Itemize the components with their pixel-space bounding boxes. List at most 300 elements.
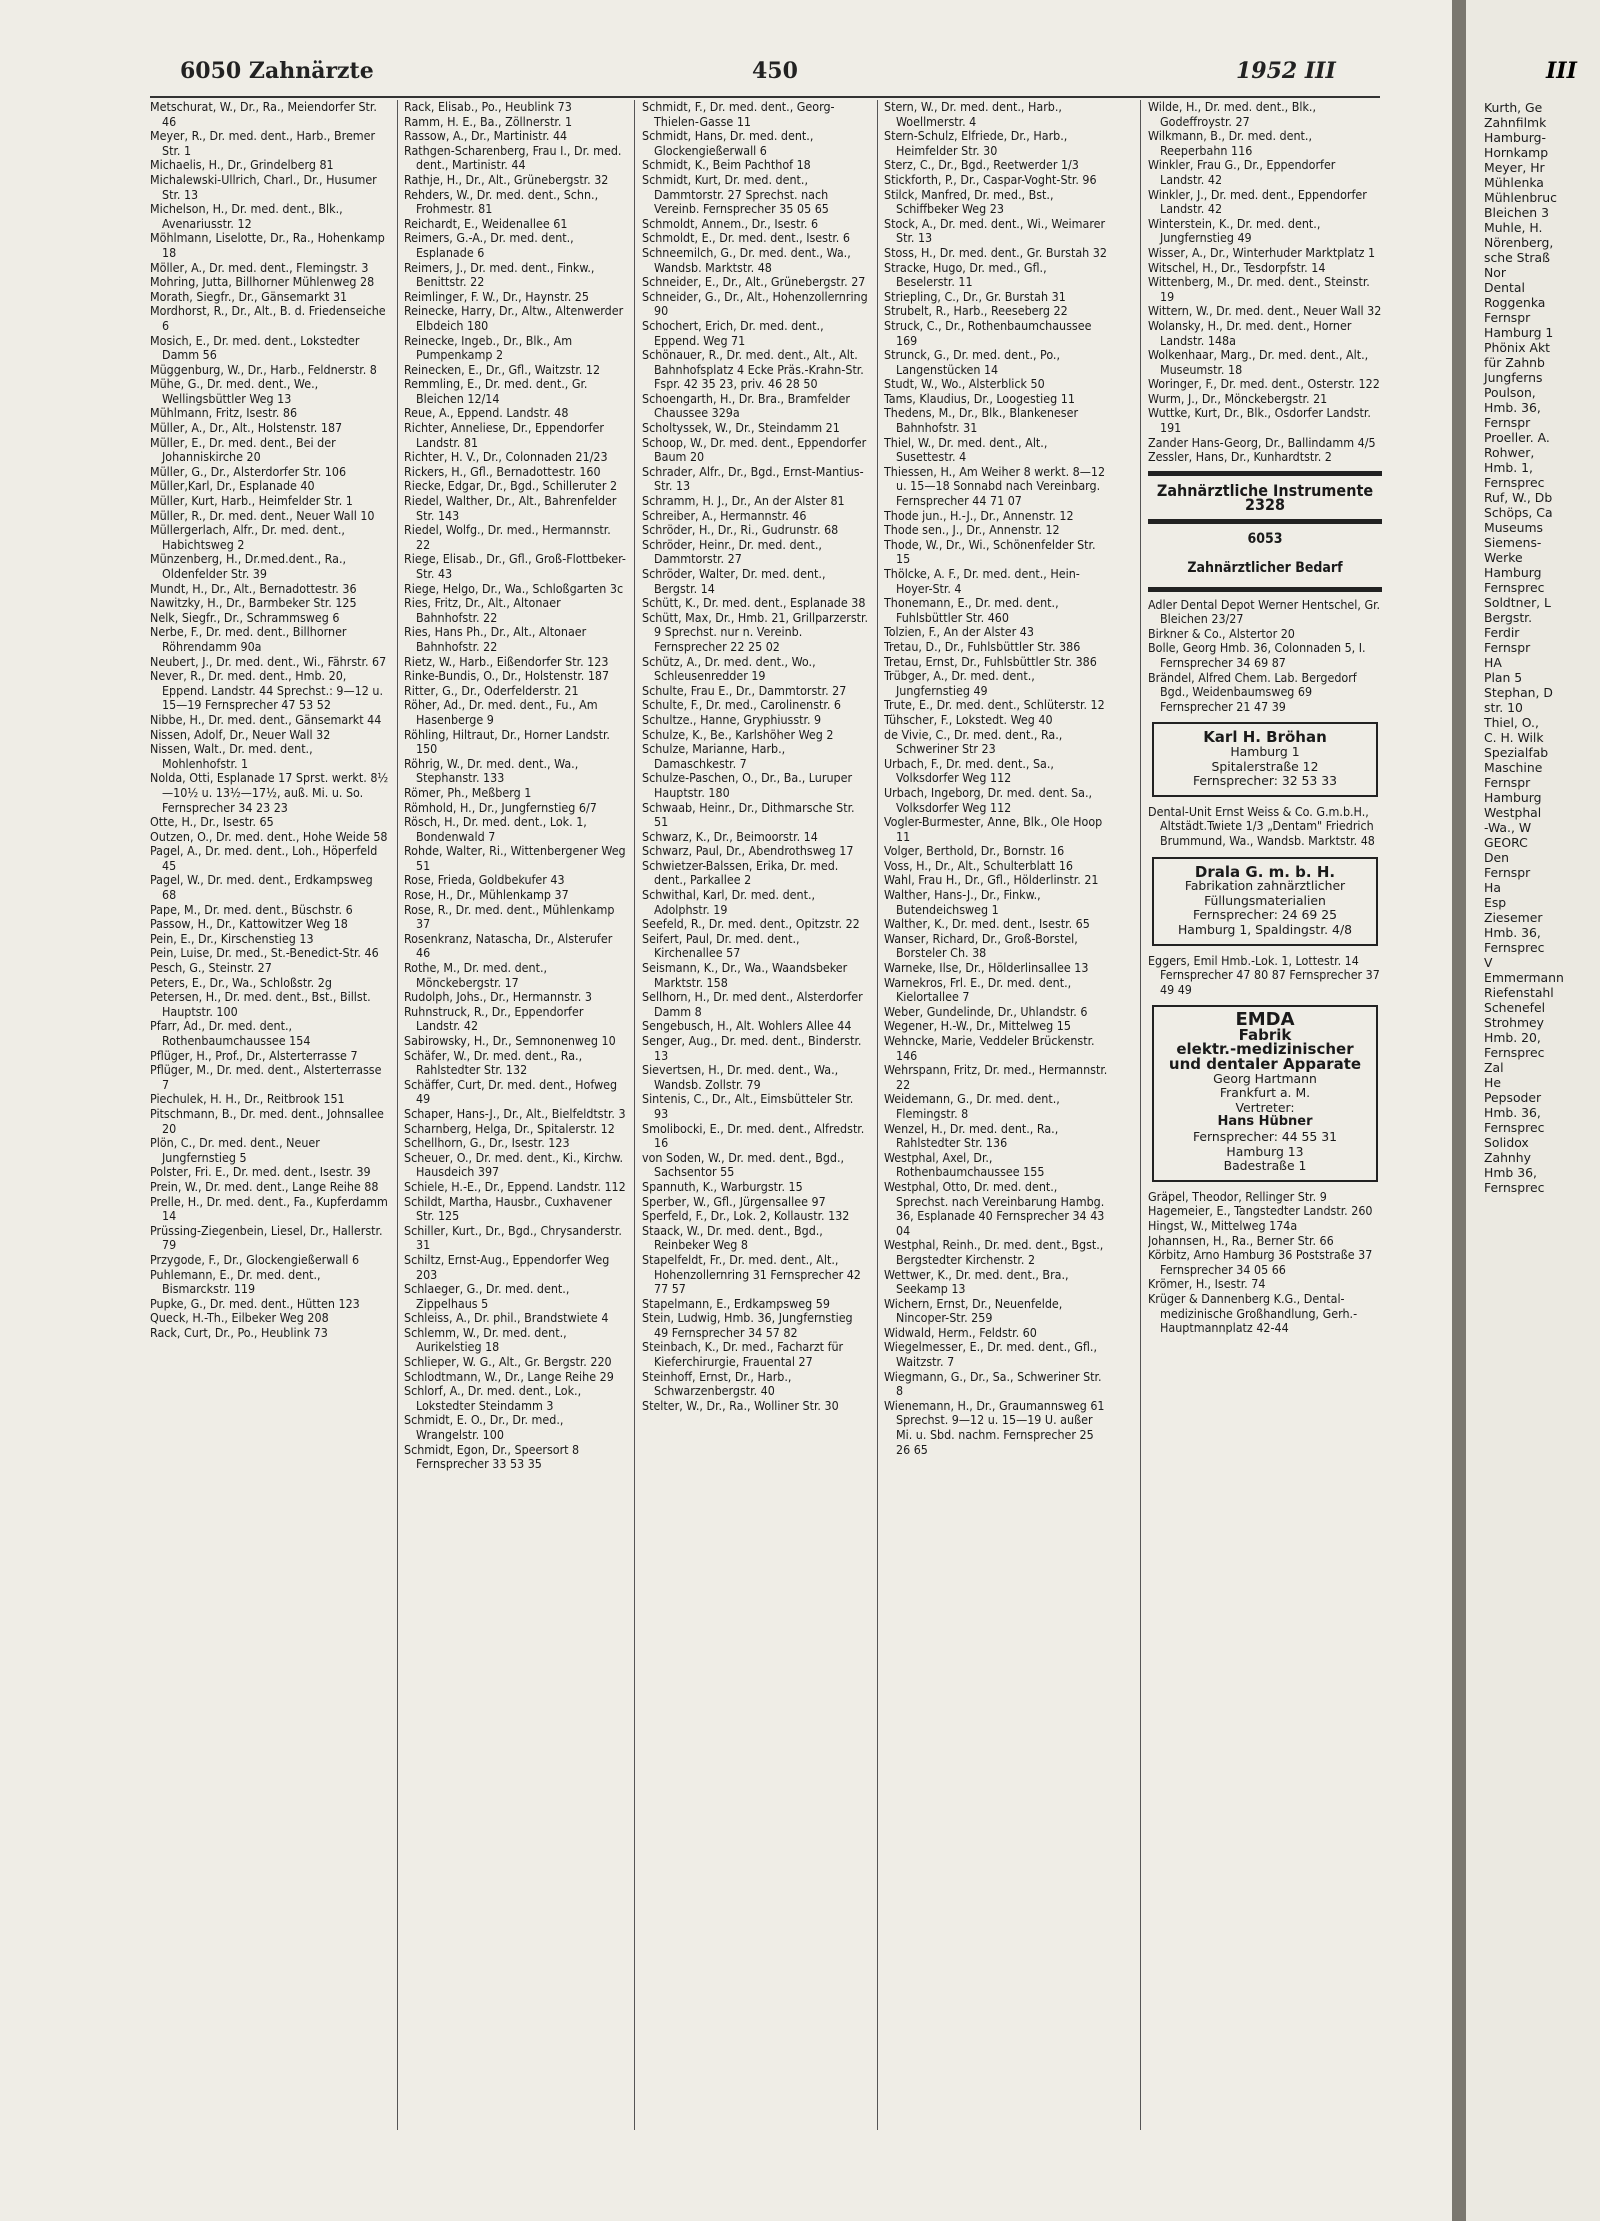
- fragment-line: Nor: [1484, 265, 1506, 280]
- directory-entry: Reue, A., Eppend. Landstr. 48: [404, 405, 569, 421]
- directory-entry: Schulze, K., Be., Karlshöher Weg 2: [642, 726, 834, 742]
- directory-entry: Schleiss, A., Dr. phil., Brandstwiete 4: [404, 1310, 609, 1326]
- directory-entry: Sperfeld, F., Dr., Lok. 2, Kollaustr. 132: [642, 1208, 850, 1224]
- directory-entry: Schlemm, W., Dr. med. dent., Aurikelstieg 18: [404, 1324, 567, 1355]
- directory-entry: Prelle, H., Dr. med. dent., Fa., Kupferdamm 14: [150, 1193, 388, 1224]
- fragment-line: Werke: [1484, 550, 1523, 565]
- directory-entry: Wettwer, K., Dr. med. dent., Bra., Seekamp 13: [884, 1266, 1069, 1297]
- directory-entry: Walther, Hans-J., Dr., Finkw., Butendeichsweg 1: [884, 887, 1041, 917]
- directory-entry: Senger, Aug., Dr. med. dent., Binderstr. 13: [642, 1033, 862, 1063]
- directory-entry: Körbitz, Arno Hamburg 36 Poststraße 37 Fernsprecher 34 05 66: [1148, 1247, 1373, 1277]
- fragment-line: Mühlenka: [1484, 175, 1544, 190]
- directory-entry: Ries, Fritz, Dr., Alt., Altonaer Bahnhofstr. 22: [404, 595, 561, 625]
- directory-entry: Thedens, M., Dr., Blk., Blankeneser Bahnhofstr. 31: [884, 405, 1079, 436]
- fragment-line: V: [1484, 955, 1493, 970]
- directory-entry: Urbach, Ingeborg, Dr. med. dent. Sa., Volksdorfer Weg 112: [884, 784, 1093, 815]
- directory-entry: Müller, G., Dr., Alsterdorfer Str. 106: [150, 463, 347, 479]
- directory-entry: Tretau, Ernst, Dr., Fuhlsbüttler Str. 386: [884, 653, 1097, 669]
- fragment-line: Hamburg: [1484, 565, 1542, 580]
- fragment-line: Hmb. 36,: [1484, 925, 1541, 940]
- directory-entry: Thiel, W., Dr. med. dent., Alt., Susettestr. 4: [884, 434, 1048, 465]
- ad-line: Vertreter:: [1235, 1099, 1295, 1115]
- fragment-line: Fernspr: [1484, 865, 1531, 880]
- fragment-line: Riefenstahl: [1484, 985, 1554, 1000]
- directory-entry: Rack, Elisab., Po., Heublink 73: [404, 100, 572, 114]
- directory-entry: Richter, Anneliese, Dr., Eppendorfer Landstr. 81: [404, 420, 604, 450]
- directory-entry: Schlodtmann, W., Dr., Lange Reihe 29: [404, 1368, 614, 1384]
- directory-entry: Schlaeger, G., Dr. med. dent., Zippelhaus 5: [404, 1281, 570, 1311]
- fragment-line: He: [1484, 1075, 1501, 1090]
- directory-entry: Rack, Curt, Dr., Po., Heublink 73: [150, 1324, 328, 1340]
- directory-entry: Sperber, W., Gfl., Jürgensallee 97: [642, 1193, 826, 1209]
- directory-entry: Scharnberg, Helga, Dr., Spitalerstr. 12: [404, 1120, 615, 1136]
- directory-entry: Queck, H.-Th., Eilbeker Weg 208: [150, 1310, 329, 1326]
- directory-entry: Petersen, H., Dr. med. dent., Bst., Billst. Hauptstr. 100: [150, 989, 371, 1019]
- directory-entry: Neubert, J., Dr. med. dent., Wi., Fährstr. 67: [150, 653, 387, 669]
- directory-entry: Schwarz, K., Dr., Beimoorstr. 14: [642, 828, 818, 844]
- directory-entry: Möhlmann, Liselotte, Dr., Ra., Hohenkamp 18: [150, 230, 385, 260]
- directory-entry: Schulze, Marianne, Harb., Damaschkestr. 7: [642, 741, 786, 771]
- directory-entry: Thölcke, A. F., Dr. med. dent., Hein-Hoyer-Str. 4: [884, 566, 1080, 596]
- fragment-line: Esp: [1484, 895, 1507, 910]
- directory-entry: Thiessen, H., Am Weiher 8 werkt. 8—12 u. 15—18 Sonnabd nach Vereinbarg. Fernsprecher 44 71 07: [884, 463, 1106, 509]
- directory-entry: Müller, R., Dr. med. dent., Neuer Wall 10: [150, 507, 375, 523]
- directory-entry: Thode sen., J., Dr., Annenstr. 12: [884, 522, 1060, 538]
- ad-name: Drala G. m. b. H.: [1194, 862, 1336, 881]
- fragment-line: Thiel, O.,: [1484, 715, 1539, 730]
- ad-name: Karl H. Bröhan: [1203, 728, 1327, 747]
- directory-entry: Westphal, Otto, Dr. med. dent., Sprechst. nach Vereinbarung Hambg. 36, Esplanade 40 Fernsprecher 34 43 04: [884, 1178, 1105, 1238]
- directory-entry: Rietz, W., Harb., Eißendorfer Str. 123: [404, 653, 609, 669]
- directory-entry: Schwithal, Karl, Dr. med. dent., Adolphstr. 19: [642, 887, 816, 917]
- directory-entry: Witschel, H., Dr., Tesdorpfstr. 14: [1148, 259, 1326, 275]
- directory-entry: Seismann, K., Dr., Wa., Waandsbeker Marktstr. 158: [642, 960, 848, 990]
- directory-entry: Röhrig, W., Dr. med. dent., Wa., Stephanstr. 133: [404, 755, 579, 786]
- column-2: [404, 100, 626, 2130]
- column-divider: [1140, 100, 1141, 2130]
- directory-entry: Schochert, Erich, Dr. med. dent., Eppend. Weg 71: [642, 317, 824, 348]
- directory-entry: Wittern, W., Dr. med. dent., Neuer Wall 32: [1148, 303, 1382, 319]
- directory-entry: Westphal, Axel, Dr., Rothenbaumchaussee 155: [884, 1149, 1045, 1180]
- directory-entry: Mohring, Jutta, Billhorner Mühlenweg 28: [150, 274, 375, 290]
- column-divider: [634, 100, 635, 2130]
- fragment-line: Pepsoder: [1484, 1090, 1542, 1105]
- directory-entry: Steinbach, K., Dr. med., Facharzt für Kieferchirurgie, Frauental 27: [642, 1339, 844, 1370]
- directory-entry: Rosenkranz, Natascha, Dr., Alsterufer 46: [404, 930, 613, 961]
- directory-entry: Metschurat, W., Dr., Ra., Meiendorfer Str. 46: [150, 100, 377, 129]
- directory-entry: Schultze., Hanne, Gryphiusstr. 9: [642, 711, 822, 727]
- book-gutter: [1452, 0, 1466, 2221]
- fragment-line: Hmb. 1,: [1484, 460, 1533, 475]
- directory-entry: Michaelis, H., Dr., Grindelberg 81: [150, 157, 334, 173]
- fragment-line: Hornkamp: [1484, 145, 1549, 160]
- fragment-line: Hmb. 36,: [1484, 400, 1541, 415]
- section-bar: [1148, 519, 1382, 524]
- directory-entry: Schulze-Paschen, O., Dr., Ba., Luruper Hauptstr. 180: [642, 770, 853, 800]
- directory-entry: Pfarr, Ad., Dr. med. dent., Rothenbaumchaussee 154: [150, 1018, 311, 1048]
- fragment-line: Bleichen 3: [1484, 205, 1549, 220]
- fragment-line: Hmb. 20,: [1484, 1030, 1541, 1045]
- directory-entry: Pflüger, H., Prof., Dr., Alsterterrasse 7: [150, 1047, 358, 1063]
- section-number: 6053: [1247, 531, 1283, 548]
- adjacent-page-text: [1484, 100, 1600, 1195]
- directory-entry: Schoengarth, H., Dr. Bra., Bramfelder Chaussee 329a: [642, 390, 850, 421]
- directory-entry: Otte, H., Dr., Isestr. 65: [150, 814, 274, 830]
- directory-entry: Müller, A., Dr., Alt., Holstenstr. 187: [150, 420, 343, 436]
- directory-entry: Johannsen, H., Ra., Berner Str. 66: [1148, 1232, 1334, 1248]
- directory-entry: Winkler, J., Dr. med. dent., Eppendorfer Landstr. 42: [1148, 186, 1367, 217]
- fragment-line: Stephan, D: [1484, 685, 1553, 700]
- directory-entry: Rehders, W., Dr. med. dent., Schn., Frohmestr. 81: [404, 186, 599, 217]
- ad-drala: [1152, 857, 1378, 946]
- directory-entry: Seifert, Paul, Dr. med. dent., Kirchenallee 57: [642, 930, 800, 961]
- directory-entry: Never, R., Dr. med. dent., Hmb. 20, Eppend. Landstr. 44 Sprechst.: 9—12 u. 15—19 Fernsprecher 47 53 52: [150, 668, 383, 713]
- directory-entry: Peters, E., Dr., Wa., Schloßstr. 2g: [150, 974, 332, 990]
- fragment-line: Zahnfilmk: [1484, 115, 1547, 130]
- directory-entry: Nibbe, H., Dr. med. dent., Gänsemarkt 44: [150, 711, 382, 727]
- directory-entry: Stern, W., Dr. med. dent., Harb., Woellmerstr. 4: [884, 100, 1062, 129]
- directory-entry: Reimlinger, F. W., Dr., Haynstr. 25: [404, 288, 589, 304]
- directory-entry: Rose, R., Dr. med. dent., Mühlenkamp 37: [404, 901, 615, 932]
- directory-entry: Plön, C., Dr. med. dent., Neuer Jungfernstieg 5: [150, 1135, 320, 1165]
- directory-entry: Rickers, H., Gfl., Bernadottestr. 160: [404, 463, 601, 479]
- directory-entry: Wuttke, Kurt, Dr., Blk., Osdorfer Landstr. 191: [1148, 405, 1371, 436]
- directory-entry: Schaper, Hans-J., Dr., Alt., Bielfeldtstr. 3: [404, 1105, 626, 1121]
- directory-entry: Wehncke, Marie, Veddeler Brückenstr. 146: [884, 1033, 1095, 1063]
- directory-entry: Wilkmann, B., Dr. med. dent., Reeperbahn 116: [1148, 128, 1313, 158]
- directory-entry: Seefeld, R., Dr. med. dent., Opitzstr. 22: [642, 916, 860, 932]
- fragment-line: Soldtner, L: [1484, 595, 1551, 610]
- directory-entry: Morath, Siegfr., Dr., Gänsemarkt 31: [150, 288, 348, 304]
- directory-entry: Sintenis, C., Dr., Alt., Eimsbütteler Str. 93: [642, 1091, 854, 1121]
- directory-entry: Wittenberg, M., Dr. med. dent., Steinstr. 19: [1148, 274, 1370, 304]
- directory-entry: Mosich, E., Dr. med. dent., Lokstedter Damm 56: [150, 332, 360, 363]
- fragment-line: Kurth, Ge: [1484, 100, 1543, 115]
- directory-entry: Nelk, Siegfr., Dr., Schrammsweg 6: [150, 609, 340, 625]
- fragment-line: Phönix Akt: [1484, 340, 1550, 355]
- directory-entry: Dental-Unit Ernst Weiss & Co. G.m.b.H., Altstädt.Twiete 1/3 „Dentam" Friedrich Brummund, Wa., Wandsb. Marktstr. 48: [1148, 803, 1375, 848]
- directory-entry: Wilde, H., Dr. med. dent., Blk., Godeffroystr. 27: [1148, 100, 1317, 129]
- directory-entry: Wiegelmesser, E., Dr. med. dent., Gfl., Waitzstr. 7: [884, 1339, 1097, 1370]
- directory-entry: Rinke-Bundis, O., Dr., Holstenstr. 187: [404, 668, 610, 684]
- directory-entry: Stapelmann, E., Erdkampsweg 59: [642, 1295, 830, 1311]
- fragment-line: Fernsprec: [1484, 1045, 1545, 1060]
- directory-entry: Schrader, Alfr., Dr., Bgd., Ernst-Mantius-Str. 13: [642, 463, 864, 494]
- directory-entry: Sengebusch, H., Alt. Wohlers Allee 44: [642, 1018, 852, 1034]
- directory-entry: Schmidt, Egon, Dr., Speersort 8 Fernsprecher 33 53 35: [404, 1441, 580, 1472]
- directory-entry: Schildt, Martha, Hausbr., Cuxhavener Str. 125: [404, 1193, 612, 1224]
- directory-entry: Prüssing-Ziegenbein, Liesel, Dr., Hallerstr. 79: [150, 1222, 383, 1253]
- directory-entry: Polster, Fri. E., Dr. med. dent., Isestr. 39: [150, 1164, 371, 1180]
- column-5-mid-list-2: [1148, 805, 1382, 849]
- fragment-line: Hmb 36,: [1484, 1165, 1537, 1180]
- directory-entry: Schlorf, A., Dr. med. dent., Lok., Lokstedter Steindamm 3: [404, 1383, 582, 1413]
- directory-entry: Sabirowsky, H., Dr., Semnonenweg 10: [404, 1033, 616, 1048]
- directory-entry: Widwald, Herm., Feldstr. 60: [884, 1324, 1037, 1340]
- directory-entry: Volger, Berthold, Dr., Bornstr. 16: [884, 843, 1065, 859]
- directory-entry: Warnekros, Frl. E., Dr. med. dent., Kielortallee 7: [884, 974, 1072, 1005]
- ad-line: Spitalerstraße 12: [1211, 758, 1319, 774]
- directory-entry: Schwarz, Paul, Dr., Abendrothsweg 17: [642, 843, 854, 859]
- directory-entry: Voss, H., Dr., Alt., Schulterblatt 16: [884, 857, 1074, 873]
- directory-entry: Riedel, Wolfg., Dr. med., Hermannstr. 22: [404, 522, 611, 552]
- column-4: [884, 100, 1108, 2130]
- fragment-line: Hamburg: [1484, 790, 1542, 805]
- directory-entry: Eggers, Emil Hmb.-Lok. 1, Lottestr. 14 Fernsprecher 47 80 87 Fernsprecher 37 49 49: [1148, 952, 1380, 997]
- directory-entry: Wahl, Frau H., Dr., Gfl., Hölderlinstr. 21: [884, 872, 1099, 888]
- directory-entry: Richter, H. V., Dr., Colonnaden 21/23: [404, 449, 608, 465]
- directory-entry: Hagemeier, E., Tangstedter Landstr. 260: [1148, 1203, 1373, 1219]
- directory-entry: Röher, Ad., Dr. med. dent., Fu., Am Hasenberge 9: [404, 697, 598, 727]
- directory-entry: Westphal, Reinh., Dr. med. dent., Bgst., Bergstedter Kirchenstr. 2: [884, 1237, 1104, 1267]
- directory-entry: Scholtyssek, W., Dr., Steindamm 21: [642, 420, 840, 436]
- directory-entry: Schreiber, A., Hermannstr. 46: [642, 507, 807, 523]
- directory-entry: Schmoldt, Annem., Dr., Isestr. 6: [642, 215, 819, 231]
- fragment-line: str. 10: [1484, 700, 1523, 715]
- directory-entry: Wolkenhaar, Marg., Dr. med. dent., Alt., Museumstr. 18: [1148, 347, 1369, 377]
- fragment-line: Fernspr: [1484, 775, 1531, 790]
- fragment-line: Fernsprec: [1484, 940, 1545, 955]
- fragment-line: Fernspr: [1484, 415, 1531, 430]
- directory-entry: von Soden, W., Dr. med. dent., Bgd., Sachsentor 55: [642, 1149, 845, 1180]
- directory-entry: Stickforth, P., Dr., Caspar-Voght-Str. 96: [884, 171, 1097, 187]
- fragment-line: Ha: [1484, 880, 1501, 895]
- directory-entry: Steinhoff, Ernst, Dr., Harb., Schwarzenbergstr. 40: [642, 1368, 792, 1399]
- directory-entry: Pein, Luise, Dr. med., St.-Benedict-Str. 46: [150, 945, 379, 961]
- fragment-line: Maschine: [1484, 760, 1543, 775]
- section-bar: [1148, 471, 1382, 476]
- directory-entry: Mühlmann, Fritz, Isestr. 86: [150, 405, 298, 421]
- directory-entry: Stilck, Manfred, Dr. med., Bst., Schiffbeker Weg 23: [884, 186, 1054, 217]
- fragment-line: Hamburg-: [1484, 130, 1546, 145]
- ad-line: Fernsprecher: 44 55 31: [1192, 1129, 1338, 1145]
- directory-entry: Nolda, Otti, Esplanade 17 Sprst. werkt. 8½—10½ u. 13½—17½, auß. Mi. u. So. Fernsprecher 34 23 23: [150, 770, 389, 815]
- directory-entry: Spannuth, K., Warburgstr. 15: [642, 1178, 803, 1194]
- directory-entry: Schmoldt, E., Dr. med. dent., Isestr. 6: [642, 230, 850, 246]
- directory-entry: Trute, E., Dr. med. dent., Schlüterstr. 12: [884, 697, 1105, 713]
- directory-entry: Ries, Hans Ph., Dr., Alt., Altonaer Bahnhofstr. 22: [404, 624, 587, 654]
- directory-entry: Striepling, C., Dr., Gr. Burstah 31: [884, 288, 1066, 304]
- directory-entry: Müllergerlach, Alfr., Dr. med. dent., Habichtsweg 2: [150, 522, 345, 552]
- directory-entry: Schmidt, K., Beim Pachthof 18: [642, 157, 811, 173]
- directory-entry: Schramm, H. J., Dr., An der Alster 81: [642, 493, 845, 509]
- directory-entry: Birkner & Co., Alstertor 20: [1148, 625, 1295, 641]
- directory-entry: Reimers, G.-A., Dr. med. dent., Esplanade 6: [404, 230, 574, 260]
- directory-entry: Pitschmann, B., Dr. med. dent., Johnsallee 20: [150, 1105, 384, 1136]
- directory-entry: Reinecke, Ingeb., Dr., Blk., Am Pumpenkamp 2: [404, 332, 573, 363]
- ad-line: Fernsprecher: 24 69 25: [1192, 907, 1338, 923]
- directory-entry: Schröder, Walter, Dr. med. dent., Bergstr. 14: [642, 566, 826, 596]
- fragment-line: Ruf, W., Db: [1484, 490, 1553, 505]
- fragment-line: Roggenka: [1484, 295, 1546, 310]
- directory-entry: Schröder, H., Dr., Ri., Gudrunstr. 68: [642, 522, 839, 538]
- ad-line: Hamburg 1: [1230, 743, 1300, 759]
- fragment-line: Den: [1484, 850, 1510, 865]
- directory-entry: Pagel, W., Dr. med. dent., Erdkampsweg 68: [150, 872, 373, 903]
- fragment-line: C. H. Wilk: [1484, 730, 1544, 745]
- ad-line: Georg Hartmann: [1213, 1070, 1317, 1086]
- fragment-line: Siemens-: [1484, 535, 1542, 550]
- directory-entry: Pagel, A., Dr. med. dent., Loh., Höperfeld 45: [150, 843, 378, 873]
- directory-entry: Schellhorn, G., Dr., Isestr. 123: [404, 1135, 570, 1151]
- directory-entry: Müller, E., Dr. med. dent., Bei der Johanniskirche 20: [150, 434, 336, 465]
- directory-entry: Vogler-Burmester, Anne, Blk., Ole Hoop 11: [884, 814, 1103, 844]
- column-divider: [877, 100, 878, 2130]
- fragment-line: Muhle, H.: [1484, 220, 1543, 235]
- fragment-line: HA: [1484, 655, 1502, 670]
- fragment-line: Emmermann: [1484, 970, 1564, 985]
- fragment-line: Fernsprec: [1484, 580, 1545, 595]
- directory-entry: Rose, H., Dr., Mühlenkamp 37: [404, 887, 569, 903]
- directory-entry: Wurm, J., Dr., Mönckebergstr. 21: [1148, 390, 1328, 406]
- page-number: 450: [752, 58, 798, 84]
- fragment-line: Fernspr: [1484, 310, 1531, 325]
- directory-entry: Stelter, W., Dr., Ra., Wolliner Str. 30: [642, 1397, 839, 1413]
- directory-entry: Schoop, W., Dr. med. dent., Eppendorfer Baum 20: [642, 434, 867, 465]
- directory-entry: Pape, M., Dr. med. dent., Büschstr. 6: [150, 901, 353, 917]
- directory-entry: Michalewski-Ullrich, Charl., Dr., Husumer Str. 13: [150, 171, 377, 202]
- fragment-line: Dental: [1484, 280, 1525, 295]
- fragment-line: Ziesemer: [1484, 910, 1543, 925]
- directory-entry: Schmidt, Hans, Dr. med. dent., Glockengießerwall 6: [642, 128, 814, 158]
- directory-entry: Müller,Karl, Dr., Esplanade 40: [150, 478, 315, 494]
- ad-line: Hans Hübner: [1217, 1114, 1313, 1130]
- directory-entry: Rudolph, Johs., Dr., Hermannstr. 3: [404, 989, 592, 1005]
- directory-entry: Riecke, Edgar, Dr., Bgd., Schilleruter 2: [404, 478, 618, 494]
- directory-entry: Schmidt, E. O., Dr., Dr. med., Wrangelstr. 100: [404, 1412, 564, 1443]
- next-page-header: III: [1546, 58, 1577, 84]
- directory-entry: Schmidt, F., Dr. med. dent., Georg-Thielen-Gasse 11: [642, 100, 835, 129]
- directory-entry: Thonemann, E., Dr. med. dent., Fuhlsbüttler Str. 460: [884, 595, 1059, 625]
- fragment-line: Spezialfab: [1484, 745, 1549, 760]
- section-instruments: Zahnärztliche Instrumente 2328: [1156, 480, 1374, 515]
- fragment-line: Hamburg 1: [1484, 325, 1554, 340]
- directory-entry: Schmidt, Kurt, Dr. med. dent., Dammtorstr. 27 Sprechst. nach Vereinb. Fernsprecher 35 05 65: [642, 171, 829, 217]
- directory-entry: Nawitzky, H., Dr., Barmbeker Str. 125: [150, 595, 357, 611]
- directory-entry: Rohde, Walter, Ri., Wittenbergener Weg 51: [404, 843, 626, 873]
- directory-entry: Piechulek, H. H., Dr., Reitbrook 151: [150, 1091, 345, 1107]
- directory-entry: Pein, E., Dr., Kirschenstieg 13: [150, 930, 314, 946]
- directory-entry: Struck, C., Dr., Rothenbaumchaussee 169: [884, 317, 1092, 348]
- directory-entry: Gräpel, Theodor, Rellinger Str. 9: [1148, 1188, 1327, 1204]
- directory-entry: Müller, Kurt, Harb., Heimfelder Str. 1: [150, 493, 353, 509]
- directory-entry: Tolzien, F., An der Alster 43: [884, 624, 1034, 640]
- directory-entry: Zessler, Hans, Dr., Kunhardtstr. 2: [1148, 449, 1332, 465]
- directory-entry: Schütt, K., Dr. med. dent., Esplanade 38: [642, 595, 866, 611]
- directory-entry: Ruhnstruck, R., Dr., Eppendorfer Landstr. 42: [404, 1003, 584, 1034]
- directory-entry: Nissen, Adolf, Dr., Neuer Wall 32: [150, 726, 331, 742]
- directory-entry: Wegener, H.-W., Dr., Mittelweg 15: [884, 1018, 1071, 1034]
- fragment-line: Zahnhy: [1484, 1150, 1531, 1165]
- directory-entry: Thode jun., H.-J., Dr., Annenstr. 12: [884, 507, 1074, 523]
- ad-line: Fabrikation zahnärztlicher Füllungsmaterialien: [1184, 878, 1346, 908]
- directory-entry: Schiele, H.-E., Dr., Eppend. Landstr. 112: [404, 1178, 626, 1194]
- directory-entry: Stracke, Hugo, Dr. med., Gfl., Beselerstr. 11: [884, 259, 1047, 290]
- directory-entry: Tams, Klaudius, Dr., Loogestieg 11: [884, 390, 1075, 406]
- fragment-line: GEORC: [1484, 835, 1528, 850]
- directory-entry: Mordhorst, R., Dr., Alt., B. d. Friedenseiche 6: [150, 303, 386, 333]
- header-rule: [150, 96, 1380, 98]
- directory-entry: Schwaab, Heinr., Dr., Dithmarsche Str. 51: [642, 799, 855, 830]
- directory-entry: Schulte, Frau E., Dr., Dammtorstr. 27: [642, 682, 847, 698]
- directory-entry: Remmling, E., Dr. med. dent., Gr. Bleichen 12/14: [404, 376, 588, 406]
- directory-entry: Nerbe, F., Dr. med. dent., Billhorner Röhrendamm 90a: [150, 624, 347, 654]
- directory-entry: Schäffer, Curt, Dr. med. dent., Hofweg 49: [404, 1076, 618, 1107]
- fragment-line: Westphal: [1484, 805, 1542, 820]
- directory-entry: Schlieper, W. G., Alt., Gr. Bergstr. 220: [404, 1354, 612, 1370]
- directory-entry: Wanser, Richard, Dr., Groß-Borstel, Borsteler Ch. 38: [884, 930, 1078, 961]
- directory-entry: Winterstein, K., Dr. med. dent., Jungfernstieg 49: [1148, 215, 1321, 246]
- directory-entry: Nissen, Walt., Dr. med. dent., Mohlenhofstr. 1: [150, 741, 313, 771]
- fragment-line: Ferdir: [1484, 625, 1520, 640]
- directory-entry: Smolibocki, E., Dr. med. dent., Alfredstr. 16: [642, 1120, 865, 1151]
- directory-entry: Weber, Gundelinde, Dr., Uhlandstr. 6: [884, 1003, 1088, 1019]
- directory-entry: Brändel, Alfred Chem. Lab. Bergedorf Bgd., Weidenbaumsweg 69 Fernsprecher 21 47 39: [1148, 669, 1357, 714]
- directory-entry: Schneemilch, G., Dr. med. dent., Wa., Wandsb. Marktstr. 48: [642, 244, 851, 275]
- directory-entry: Krömer, H., Isestr. 74: [1148, 1276, 1266, 1292]
- ad-emda: [1152, 1005, 1378, 1182]
- directory-entry: Schneider, E., Dr., Alt., Grünebergstr. 27: [642, 274, 866, 290]
- column-3: [642, 100, 870, 2130]
- directory-entry: Reinecken, E., Dr., Gfl., Waitzstr. 12: [404, 361, 601, 377]
- directory-entry: Schwietzer-Balssen, Erika, Dr. med. dent., Parkallee 2: [642, 857, 839, 888]
- directory-entry: Schäfer, W., Dr. med. dent., Ra., Rahlstedter Str. 132: [404, 1047, 583, 1078]
- directory-entry: Stoss, H., Dr. med. dent., Gr. Burstah 32: [884, 244, 1107, 260]
- directory-entry: Passow, H., Dr., Kattowitzer Weg 18: [150, 916, 348, 932]
- column-5-mid-list-3: [1148, 954, 1382, 998]
- directory-entry: Zander Hans-Georg, Dr., Ballindamm 4/5: [1148, 434, 1376, 450]
- directory-entry: Winkler, Frau G., Dr., Eppendorfer Landstr. 42: [1148, 157, 1336, 187]
- directory-entry: Reichardt, E., Weidenallee 61: [404, 215, 568, 231]
- directory-entry: Schütz, A., Dr. med. dent., Wo., Schleusenredder 19: [642, 653, 816, 684]
- directory-entry: Meyer, R., Dr. med. dent., Harb., Bremer Str. 1: [150, 128, 376, 158]
- fragment-line: für Zahnb: [1484, 355, 1545, 370]
- section-bar: [1148, 587, 1382, 592]
- fragment-line: Jungferns: [1484, 370, 1543, 385]
- directory-entry: Strubelt, R., Harb., Reeseberg 22: [884, 303, 1068, 319]
- directory-entry: Tretau, D., Dr., Fuhlsbüttler Str. 386: [884, 638, 1081, 654]
- ad-line: Fabrik: [1238, 1025, 1292, 1044]
- fragment-line: Fernsprec: [1484, 1180, 1545, 1195]
- directory-entry: Ramm, H. E., Ba., Zöllnerstr. 1: [404, 113, 573, 129]
- ad-line: Badestraße 1: [1223, 1158, 1307, 1174]
- directory-entry: Reinecke, Harry, Dr., Altw., Altenwerder Elbdeich 180: [404, 303, 624, 333]
- directory-entry: Tühscher, F., Lokstedt. Weg 40: [884, 711, 1053, 727]
- column-5-mid-list: [1148, 598, 1382, 715]
- directory-entry: Thode, W., Dr., Wi., Schönenfelder Str. 15: [884, 536, 1096, 567]
- directory-entry: Rothe, M., Dr. med. dent., Mönckebergstr. 17: [404, 960, 548, 990]
- directory-entry: Münzenberg, H., Dr.med.dent., Ra., Oldenfelder Str. 39: [150, 551, 347, 581]
- directory-entry: Sellhorn, H., Dr. med dent., Alsterdorfer Damm 8: [642, 989, 863, 1019]
- directory-entry: Römhold, H., Dr., Jungfernstieg 6/7: [404, 799, 597, 815]
- directory-entry: Römer, Ph., Meßberg 1: [404, 784, 532, 800]
- column-5-bottom-list: [1148, 1190, 1382, 1336]
- fragment-line: Fernsprec: [1484, 1120, 1545, 1135]
- directory-entry: Riege, Helgo, Dr., Wa., Schloßgarten 3c: [404, 580, 624, 596]
- directory-entry: Schönauer, R., Dr. med. dent., Alt., Alt. Bahnhofsplatz 4 Ecke Präs.-Krahn-Str. Fspr. 42 35 23, priv. 46 28 50: [642, 347, 864, 392]
- directory-entry: Weidemann, G., Dr. med. dent., Flemingstr. 8: [884, 1091, 1060, 1121]
- directory-entry: Hingst, W., Mittelweg 174a: [1148, 1218, 1298, 1233]
- directory-entry: Schiltz, Ernst-Aug., Eppendorfer Weg 203: [404, 1251, 610, 1282]
- fragment-line: Solidox: [1484, 1135, 1529, 1150]
- directory-entry: Ritter, G., Dr., Oderfelderstr. 21: [404, 682, 579, 698]
- directory-entry: Staack, W., Dr. med. dent., Bgd., Reinbeker Weg 8: [642, 1222, 823, 1253]
- ad-line: elektr.-medizinischer und dentaler Apparate: [1168, 1040, 1362, 1074]
- fragment-line: sche Straß: [1484, 250, 1550, 265]
- directory-entry: Rathgen-Scharenberg, Frau I., Dr. med. dent., Martinistr. 44: [404, 142, 622, 173]
- directory-entry: Stern-Schulz, Elfriede, Dr., Harb., Heimfelder Str. 30: [884, 128, 1068, 158]
- directory-entry: Strunck, G., Dr. med. dent., Po., Langenstücken 14: [884, 347, 1061, 377]
